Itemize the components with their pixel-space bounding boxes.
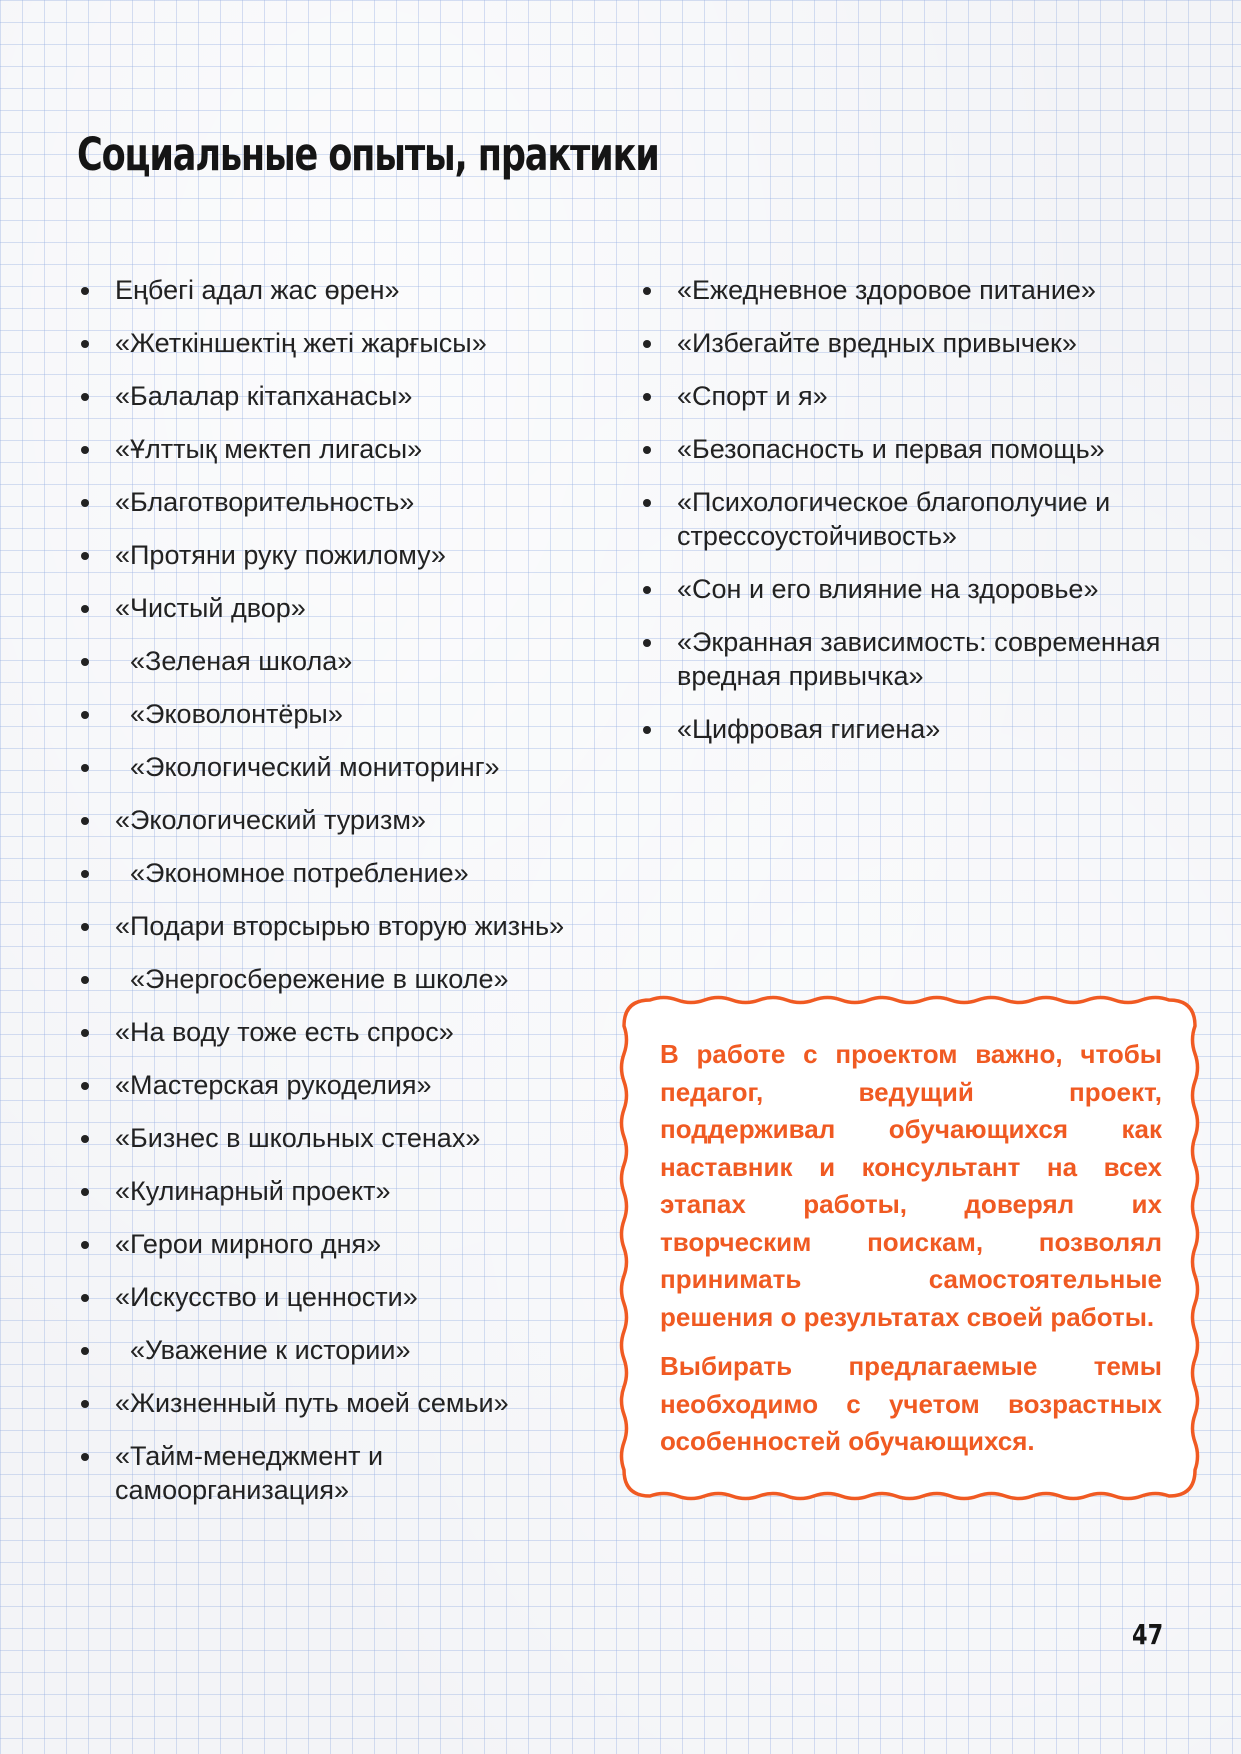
- list-item: «Искусство и ценности»: [78, 1280, 598, 1314]
- list-item: «Экологический туризм»: [78, 803, 598, 837]
- list-item: «Зеленая школа»: [78, 644, 598, 678]
- list-item: «Экономное потребление»: [78, 856, 598, 890]
- list-item: «Цифровая гигиена»: [640, 712, 1180, 746]
- list-item: «Психологическое благополучие и стрессоустойчивость»: [640, 485, 1180, 553]
- list-item: «Протяни руку пожилому»: [78, 538, 598, 572]
- list-item: «Подари вторсырью вторую жизнь»: [78, 909, 598, 943]
- list-item: «Жизненный путь моей семьи»: [78, 1386, 598, 1420]
- list-item: «Избегайте вредных привычек»: [640, 326, 1180, 360]
- list-item: «Бизнес в школьных стенах»: [78, 1121, 598, 1155]
- list-item: «Кулинарный проект»: [78, 1174, 598, 1208]
- list-item: «На воду тоже есть спрос»: [78, 1015, 598, 1049]
- list-item: «Тайм-менеджмент и самоорганизация»: [78, 1439, 598, 1507]
- list-item: «Уважение к истории»: [78, 1333, 598, 1367]
- list-item: «Спорт и я»: [640, 379, 1180, 413]
- topic-list-left: [78, 273, 598, 1526]
- list-item: «Благотворительность»: [78, 485, 598, 519]
- list-item: «Сон и его влияние на здоровье»: [640, 572, 1180, 606]
- page-title: Социальные опыты, практики: [77, 128, 659, 181]
- list-item: «Жеткіншектің жеті жарғысы»: [78, 326, 598, 360]
- page-number: 47: [1132, 1618, 1164, 1651]
- list-item: «Эковолонтёры»: [78, 697, 598, 731]
- note-paragraph: В работе с проектом важно, чтобы педагог, ведущий проект, поддерживал обучающихся как наставник и консультант на всех этапах работы, доверял их творческим поискам, позволял принимать самостоятельные решения о результатах своей работы.: [660, 1039, 1162, 1332]
- topic-list-right: [640, 273, 1180, 765]
- list-item: «Герои мирного дня»: [78, 1227, 598, 1261]
- note-box: [618, 994, 1201, 1502]
- list-item: «Чистый двор»: [78, 591, 598, 625]
- list-item: «Мастерская рукоделия»: [78, 1068, 598, 1102]
- list-item: «Ежедневное здоровое питание»: [640, 273, 1180, 307]
- list-item: «Ұлттық мектеп лигасы»: [78, 432, 598, 466]
- list-item: «Экранная зависимость: современная вредная привычка»: [640, 625, 1180, 693]
- list-item: Еңбегі адал жас өрен»: [78, 273, 598, 307]
- note-text: [660, 1036, 1162, 1473]
- list-item: «Энергосбережение в школе»: [78, 962, 598, 996]
- list-item: «Экологический мониторинг»: [78, 750, 598, 784]
- list-item: «Балалар кітапханасы»: [78, 379, 598, 413]
- list-item: «Безопасность и первая помощь»: [640, 432, 1180, 466]
- note-paragraph: Выбирать предлагаемые темы необходимо с учетом возрастных особенностей обучающихся.: [660, 1351, 1162, 1456]
